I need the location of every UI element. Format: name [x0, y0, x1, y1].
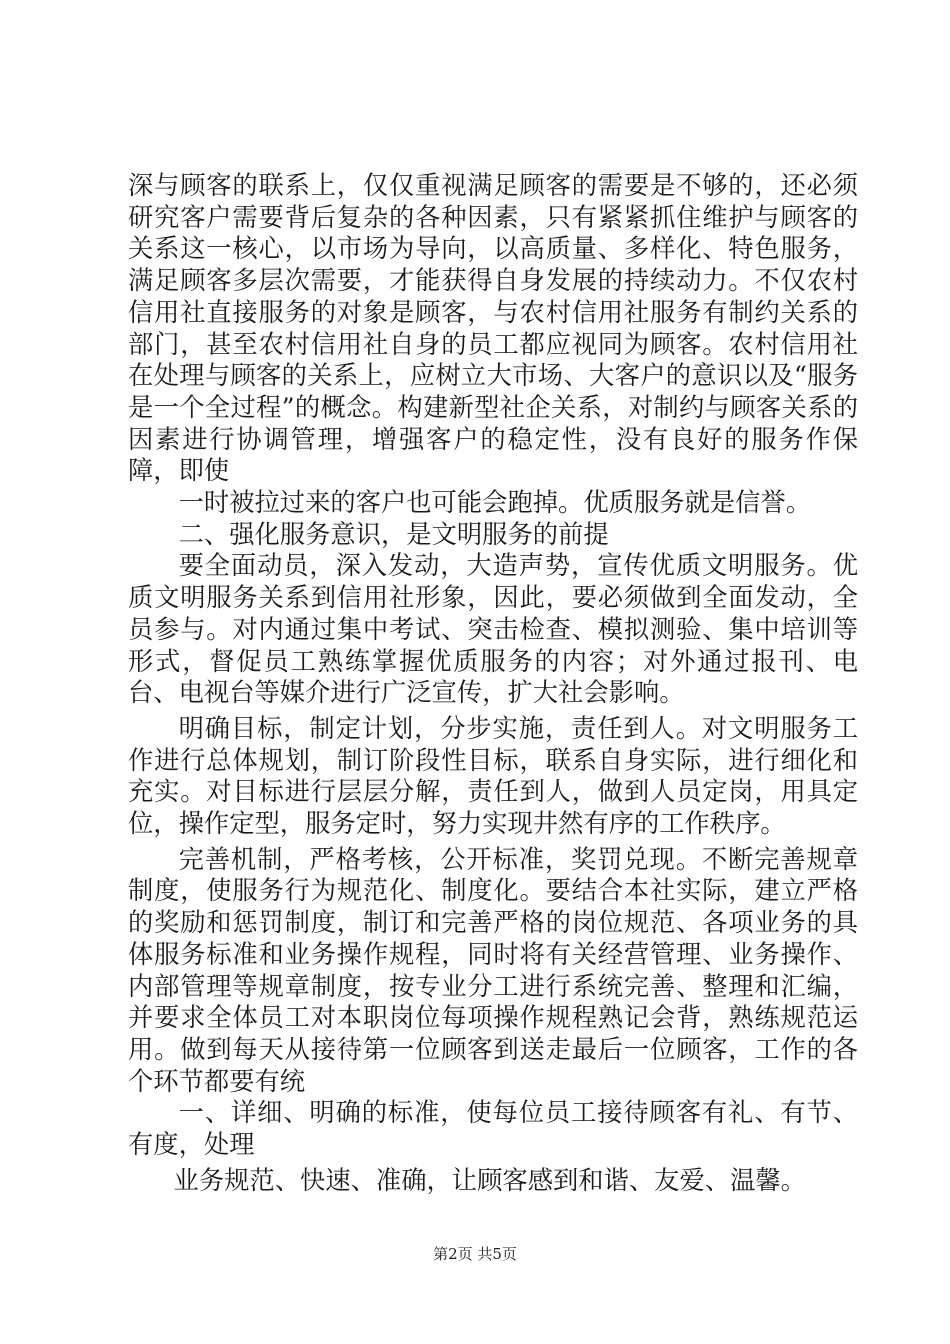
paragraph-4: 明确目标，制定计划，分步实施，责任到人。对文明服务工作进行总体规划，制订阶段性目标，联系自身实际，进行细化和充实。对目标进行层层分解，责任到人，做到人员定岗，用具定位，操作定型，服务定时，努力实现井然有序的工作秩序。: [128, 713, 858, 839]
paragraph-2: 一时被拉过来的客户也可能会跑掉。优质服务就是信誉。: [178, 488, 812, 518]
document-body: [128, 170, 858, 1197]
paragraph-5: 完善机制，严格考核，公开标准，奖罚兑现。不断完善规章制度，使服务行为规范化、制度化。要结合本社实际，建立严格的奖励和惩罚制度，制订和完善严格的岗位规范、各项业务的具体服务标准和业务操作规程，同时将有关经营管理、业务操作、内部管理等规章制度，按专业分工进行系统完善、整理和汇编，并要求全体员工对本职岗位每项操作规程熟记会背，熟练规范运用。做到每天从接待第一位顾客到送走最后一位顾客，工作的各个环节都要有统: [128, 844, 858, 1096]
paragraph-7: 业务规范、快速、准确，让顾客感到和谐、友爱、温馨。: [173, 1165, 806, 1195]
paragraph-1: 深与顾客的联系上，仅仅重视满足顾客的需要是不够的，还必须研究客户需要背后复杂的各种因素，只有紧紧抓住维护与顾客的关系这一核心，以市场为导向，以高质量、多样化、特色服务，满足顾客多层次需要，才能获得自身发展的持续动力。不仅农村信用社直接服务的对象是顾客，与农村信用社服务有制约关系的部门，甚至农村信用社自身的员工都应视同为顾客。农村信用社在处理与顾客的关系上，应树立大市场、大客户的意识以及“服务是一个全过程”的概念。构建新型社企关系，对制约与顾客关系的因素进行协调管理，增强客户的稳定性，没有良好的服务作保障，即使: [128, 171, 858, 486]
paragraph-3: 要全面动员，深入发动，大造声势，宣传优质文明服务。优质文明服务关系到信用社形象，因此，要必须做到全面发动，全员参与。对内通过集中考试、突击检查、模拟测验、集中培训等形式，督促员工熟练掌握优质服务的内容；对外通过报刊、电台、电视台等媒介进行广泛宣传，扩大社会影响。: [128, 551, 858, 708]
section-heading: 二、强化服务意识，是文明服务的前提: [178, 519, 609, 549]
paragraph-6: 一、详细、明确的标准，使每位员工接待顾客有礼、有节、有度，处理: [128, 1098, 858, 1160]
page-number: 第2页 共5页: [433, 1245, 517, 1263]
